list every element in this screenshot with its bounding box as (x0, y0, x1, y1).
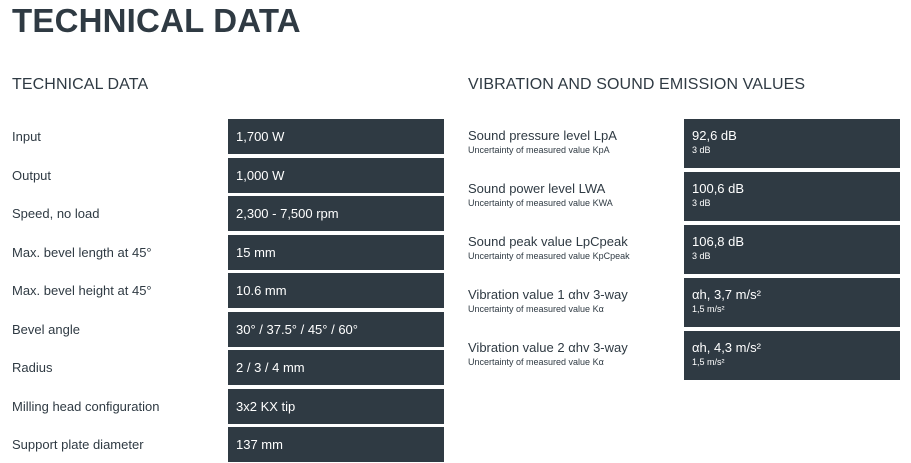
tech-label: Radius (12, 360, 53, 375)
vib-label: Sound peak value LpCpeak (468, 234, 628, 249)
vib-label-block (468, 287, 628, 315)
vib-value-box (684, 172, 900, 221)
vib-value-box (684, 331, 900, 380)
vib-value: αh, 4,3 m/s² (692, 340, 761, 355)
vibration-sound-heading: VIBRATION AND SOUND EMISSION VALUES (468, 76, 806, 93)
vib-row-vibration-2 (0, 331, 911, 381)
tech-label: Milling head configuration (12, 398, 160, 414)
vib-row-vibration-1 (0, 278, 911, 328)
vib-uncertainty-label: Uncertainty of measured value Kα (468, 304, 604, 314)
vib-uncertainty-value: 1,5 m/s² (692, 357, 725, 367)
vib-label-block (468, 234, 630, 262)
vib-uncertainty-value: 3 dB (692, 251, 711, 261)
tech-value: 1,000 W (228, 158, 444, 193)
tech-label: Support plate diameter (12, 437, 144, 452)
page-title: TECHNICAL DATA (12, 2, 301, 39)
vib-uncertainty-label: Uncertainty of measured value Kα (468, 357, 604, 367)
vib-row-sound-pressure (0, 119, 911, 169)
vib-uncertainty-label: Uncertainty of measured value KpA (468, 145, 610, 155)
vib-value: 92,6 dB (692, 128, 737, 143)
vib-value-box (684, 225, 900, 274)
tech-value: 3x2 KX tip (228, 389, 444, 424)
tech-label: Max. bevel height at 45° (12, 283, 152, 298)
vib-value: αh, 3,7 m/s² (692, 287, 761, 302)
tech-label: Output (12, 167, 52, 183)
tech-label: Bevel angle (12, 321, 80, 337)
vib-uncertainty-value: 1,5 m/s² (692, 304, 725, 314)
vib-label: Sound power level LWA (468, 181, 606, 196)
vib-label-block (468, 181, 613, 209)
vib-row-sound-peak (0, 225, 911, 275)
technical-data-heading: TECHNICAL DATA (12, 76, 149, 93)
vib-label-block (468, 128, 617, 156)
tech-row-milling-head (0, 389, 444, 428)
vib-value: 106,8 dB (692, 234, 745, 249)
tech-value: 15 mm (228, 235, 444, 270)
vib-uncertainty-value: 3 dB (692, 145, 711, 155)
vib-label: Vibration value 2 αhv 3-way (468, 340, 628, 355)
tech-value: 30° / 37.5° / 45° / 60° (228, 312, 444, 347)
tech-value: 1,700 W (228, 119, 444, 154)
vib-uncertainty-label: Uncertainty of measured value KWA (468, 198, 613, 208)
vib-uncertainty-value: 3 dB (692, 198, 711, 208)
vib-label-block (468, 340, 628, 368)
vib-value: 100,6 dB (692, 181, 745, 196)
vib-uncertainty-label: Uncertainty of measured value KpCpeak (468, 251, 630, 261)
tech-value: 137 mm (228, 427, 444, 462)
vib-row-sound-power (0, 172, 911, 222)
tech-value: 2,300 - 7,500 rpm (228, 196, 444, 231)
tech-value: 2 / 3 / 4 mm (228, 350, 444, 385)
vib-label: Sound pressure level LpA (468, 128, 617, 143)
tech-label: Speed, no load (12, 206, 100, 221)
tech-label: Max. bevel length at 45° (12, 244, 152, 260)
vib-label: Vibration value 1 αhv 3-way (468, 287, 628, 302)
tech-label: Input (12, 129, 41, 144)
vib-value-box (684, 278, 900, 327)
tech-value: 10.6 mm (228, 273, 444, 308)
tech-row-support-plate (0, 427, 444, 463)
vib-value-box (684, 119, 900, 168)
